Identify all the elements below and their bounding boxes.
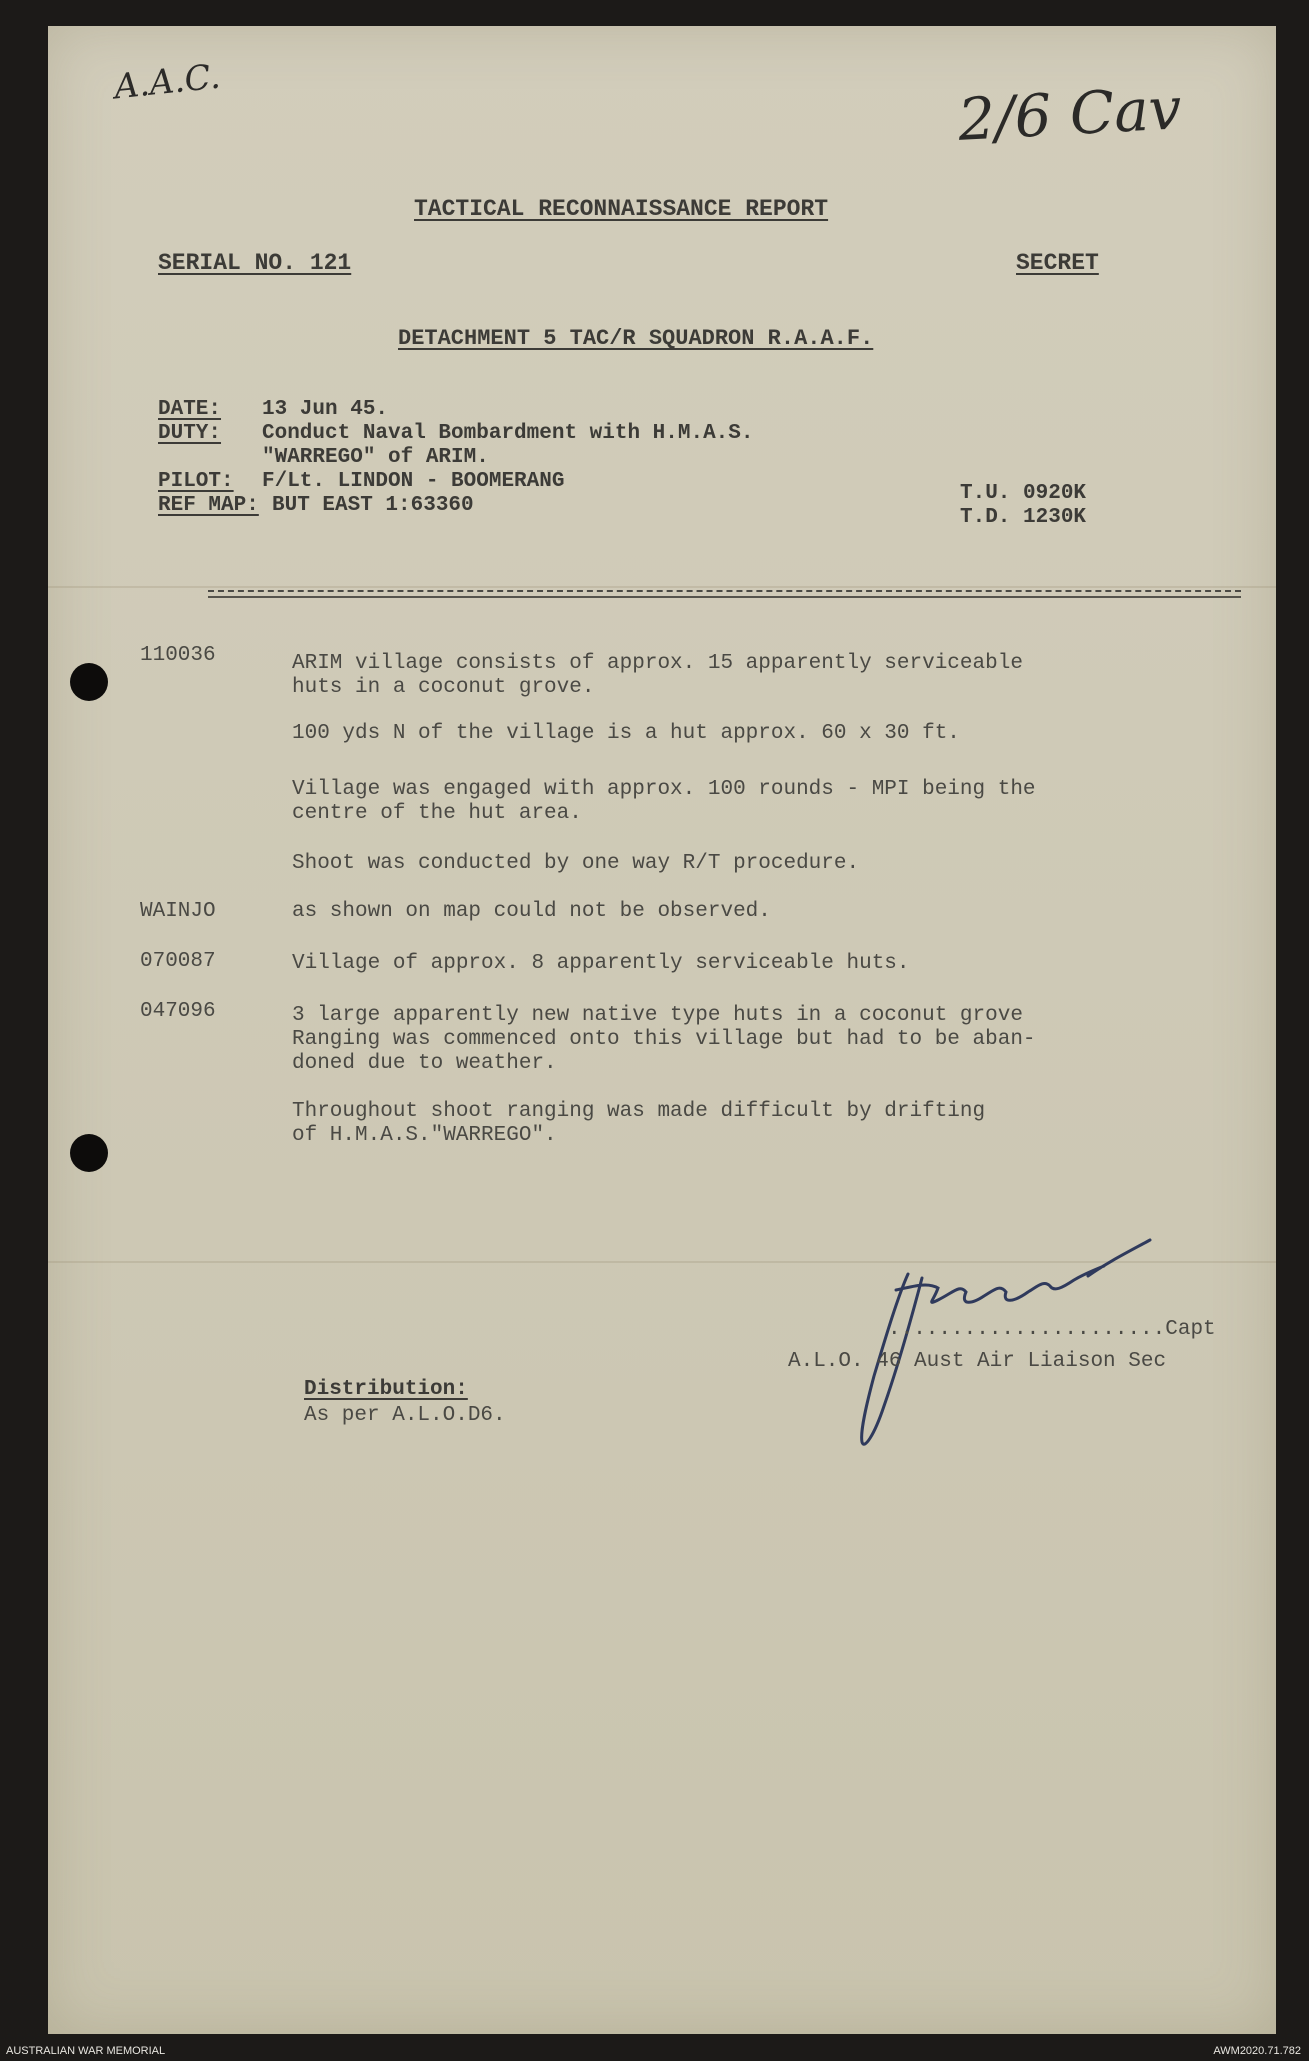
serial-number: SERIAL NO. 121 <box>158 250 352 276</box>
distribution-value: As per A.L.O.D6. <box>304 1404 506 1427</box>
entry-ref: WAINJO <box>140 900 216 923</box>
entry-ref: 110036 <box>140 644 216 667</box>
time-down: T.D. 1230K <box>960 506 1087 529</box>
margin-note-right: 2/6 Cav <box>956 74 1184 154</box>
document-paper <box>48 26 1276 2034</box>
entry-line: Village was engaged with approx. 100 rounds - MPI being the <box>292 778 1036 801</box>
entry-line: of H.M.A.S."WARREGO". <box>292 1124 557 1147</box>
ref-map-value: BUT EAST 1:63360 <box>272 494 474 517</box>
time-up: T.U. 0920K <box>960 482 1087 505</box>
entry-line: 100 yds N of the village is a hut approx. 60 x 30 ft. <box>292 722 960 745</box>
entry-line: 3 large apparently new native type huts in a coconut grove <box>292 1004 1023 1027</box>
paper-crease <box>48 586 1276 588</box>
entry-ref: 070087 <box>140 950 216 973</box>
distribution-label: Distribution: <box>304 1378 468 1401</box>
entry-line: Village of approx. 8 apparently serviceable huts. <box>292 952 910 975</box>
signature-scribble <box>788 1226 1248 1466</box>
section-divider <box>208 590 1241 598</box>
classification: SECRET <box>1016 250 1099 276</box>
entry-line: doned due to weather. <box>292 1052 557 1075</box>
entry-line: Throughout shoot ranging was made difficult by drifting <box>292 1100 986 1123</box>
duty-line-1: Conduct Naval Bombardment with H.M.A.S. <box>262 422 754 445</box>
report-title: TACTICAL RECONNAISSANCE REPORT <box>414 196 829 222</box>
entry-line: as shown on map could not be observed. <box>292 900 771 923</box>
entry-ref: 047096 <box>140 1000 216 1023</box>
entry-line: centre of the hut area. <box>292 802 582 825</box>
entry-line: huts in a coconut grove. <box>292 676 595 699</box>
pilot-value: F/Lt. LINDON - BOOMERANG <box>262 470 565 493</box>
pilot-label: PILOT: <box>158 470 234 493</box>
archive-reference: AWM2020.71.782 <box>1213 2045 1301 2057</box>
archive-credit: AUSTRALIAN WAR MEMORIAL <box>6 2045 166 2057</box>
punch-hole-lower <box>70 1134 108 1172</box>
entry-line: ARIM village consists of approx. 15 apparently serviceable <box>292 652 1023 675</box>
signatory-title: A.L.O. 46 Aust Air Liaison Sec <box>788 1350 1167 1373</box>
duty-line-2: "WARREGO" of ARIM. <box>262 446 489 469</box>
date-value: 13 Jun 45. <box>262 398 389 421</box>
entry-line: Ranging was commenced onto this village but had to be aban- <box>292 1028 1036 1051</box>
ref-map-label: REF MAP: <box>158 494 259 517</box>
signature-block <box>788 1226 1248 1466</box>
unit-name: DETACHMENT 5 TAC/R SQUADRON R.A.A.F. <box>398 326 874 351</box>
signature-dots: ......................Capt <box>888 1318 1216 1341</box>
date-label: DATE: <box>158 398 222 421</box>
margin-note-left: A.A.C. <box>112 56 223 108</box>
duty-label: DUTY: <box>158 422 222 445</box>
entry-line: Shoot was conducted by one way R/T procedure. <box>292 852 860 875</box>
punch-hole-upper <box>70 663 108 701</box>
